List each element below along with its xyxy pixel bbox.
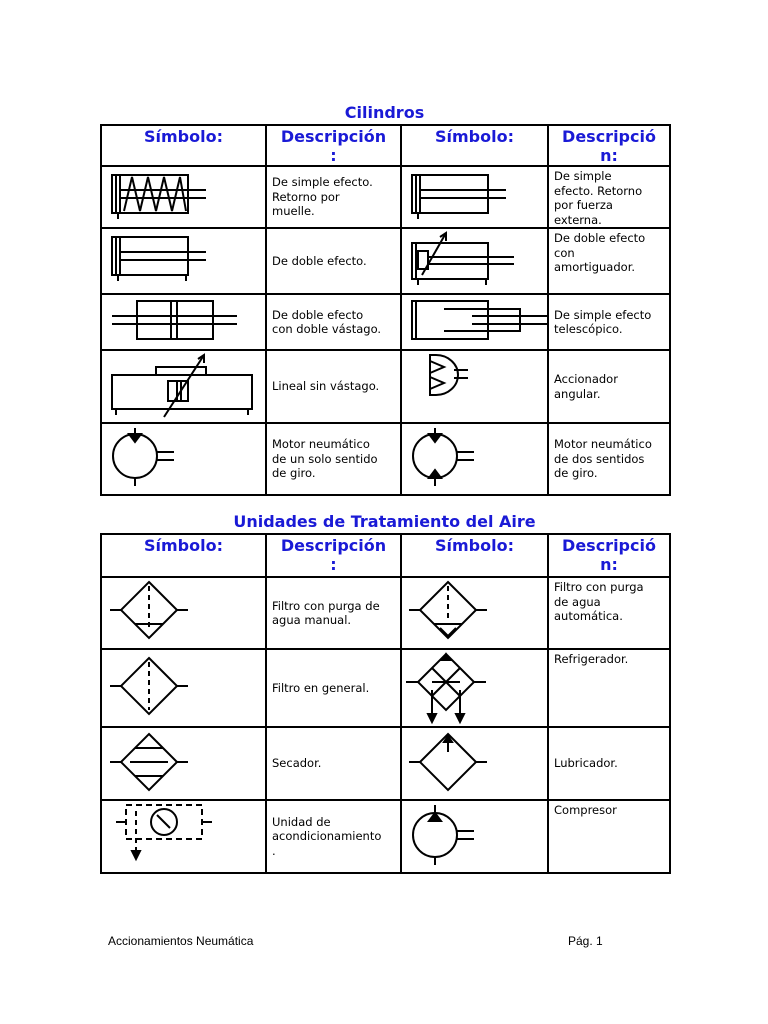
cilindros-table <box>100 124 671 496</box>
description-text: Refrigerador. <box>548 649 670 727</box>
description-text: Filtro en general. <box>266 649 401 727</box>
table-header-row <box>101 125 670 166</box>
column-header-symbol: Símbolo: <box>101 125 266 166</box>
service-unit-icon <box>101 800 266 873</box>
compressor-icon <box>401 800 548 873</box>
table-row <box>101 350 670 423</box>
single-acting-spring-cylinder-icon <box>101 166 266 228</box>
lubricator-icon <box>401 727 548 800</box>
page-number: Pág. 1 <box>568 934 603 948</box>
column-header-symbol: Símbolo: <box>101 534 266 577</box>
description-text: De simple efecto telescópico. <box>548 294 670 350</box>
rotary-actuator-icon <box>401 350 548 423</box>
table-row <box>101 800 670 873</box>
bidirectional-air-motor-icon <box>401 423 548 495</box>
description-text: Lubricador. <box>548 727 670 800</box>
footer-title: Accionamientos Neumática <box>108 934 254 948</box>
table-row <box>101 577 670 649</box>
description-text: Unidad de acondicionamiento . <box>266 800 401 873</box>
column-header-description: Descripció n: <box>548 534 670 577</box>
telescopic-cylinder-icon <box>401 294 548 350</box>
double-rod-cylinder-icon <box>101 294 266 350</box>
unidirectional-air-motor-icon <box>101 423 266 495</box>
description-text: Lineal sin vástago. <box>266 350 401 423</box>
double-acting-cushioned-cylinder-icon <box>401 228 548 294</box>
table-row <box>101 166 670 228</box>
description-text: De doble efecto. <box>266 228 401 294</box>
column-header-description: Descripció n: <box>548 125 670 166</box>
double-acting-cylinder-icon <box>101 228 266 294</box>
manual-drain-filter-icon <box>101 577 266 649</box>
aire-title: Unidades de Tratamiento del Aire <box>233 512 536 531</box>
column-header-description: Descripción : <box>266 125 401 166</box>
table-row <box>101 649 670 727</box>
description-text: Filtro con purga de agua automática. <box>548 577 670 649</box>
cilindros-title: Cilindros <box>344 103 425 122</box>
general-filter-icon <box>101 649 266 727</box>
description-text: Motor neumático de dos sentidos de giro. <box>548 423 670 495</box>
description-text: Motor neumático de un solo sentido de giro. <box>266 423 401 495</box>
dryer-icon <box>101 727 266 800</box>
table-row <box>101 294 670 350</box>
column-header-description: Descripción : <box>266 534 401 577</box>
single-acting-external-force-cylinder-icon <box>401 166 548 228</box>
table-row <box>101 727 670 800</box>
description-text: Filtro con purga de agua manual. <box>266 577 401 649</box>
aire-table <box>100 533 671 874</box>
table-row <box>101 228 670 294</box>
description-text: Secador. <box>266 727 401 800</box>
table-header-row <box>101 534 670 577</box>
column-header-symbol: Símbolo: <box>401 534 548 577</box>
automatic-drain-filter-icon <box>401 577 548 649</box>
rodless-linear-cylinder-icon <box>101 350 266 423</box>
description-text: De doble efecto con doble vástago. <box>266 294 401 350</box>
description-text: De simple efecto. Retorno por fuerza externa. <box>548 166 670 228</box>
column-header-symbol: Símbolo: <box>401 125 548 166</box>
table-row <box>101 423 670 495</box>
description-text: De simple efecto. Retorno por muelle. <box>266 166 401 228</box>
description-text: Accionador angular. <box>548 350 670 423</box>
description-text: De doble efecto con amortiguador. <box>548 228 670 294</box>
description-text: Compresor <box>548 800 670 873</box>
cooler-icon <box>401 649 548 727</box>
